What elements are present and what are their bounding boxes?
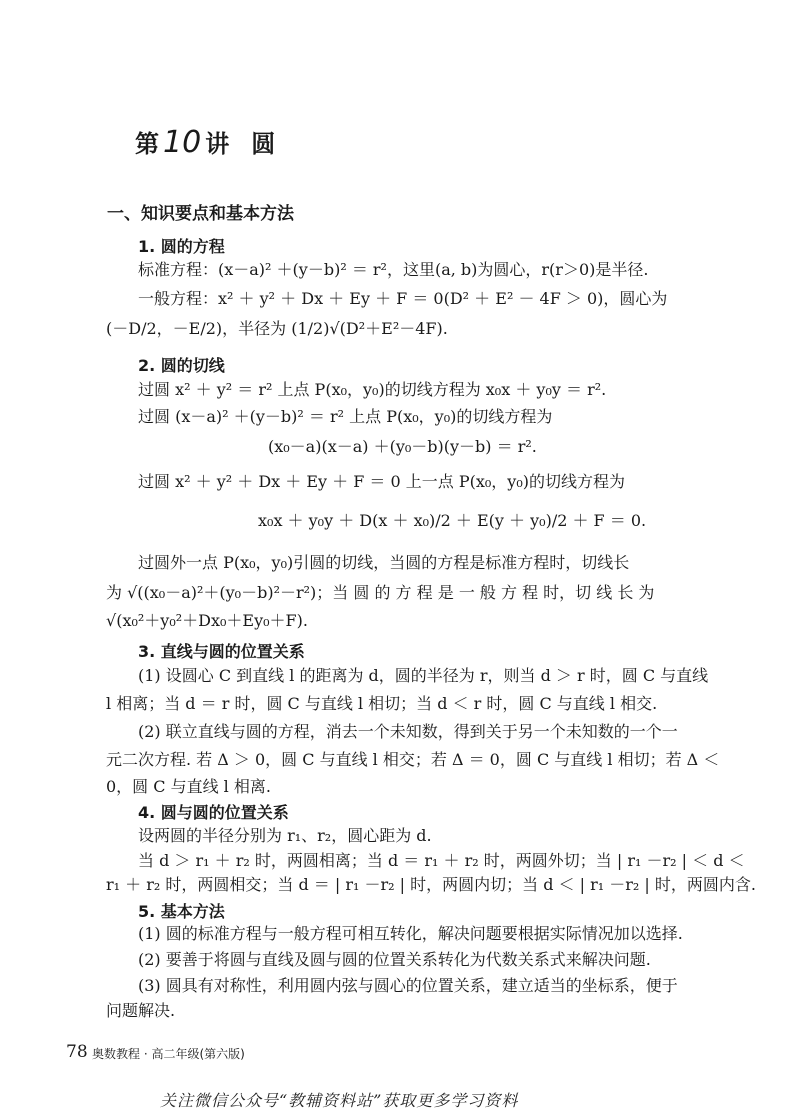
page-number: 78 — [66, 1042, 88, 1062]
sub3-line-5: 0，圆 C 与直线 l 相离. — [106, 777, 271, 796]
sub2-line-6: 过圆外一点 P(x₀，y₀)引圆的切线，当圆的方程是标准方程时，切线长 — [138, 553, 630, 572]
sub4-line-1: 设两圆的半径分别为 r₁、r₂，圆心距为 d. — [138, 826, 432, 845]
sub2-equation-1: (x₀－a)(x－a) ＋(y₀－b)(y－b) ＝ r². — [268, 437, 537, 456]
subsection-2-title: 2. 圆的切线 — [138, 356, 225, 375]
subsection-3-title: 3. 直线与圆的位置关系 — [138, 642, 305, 661]
book-title: 奥数教程 · 高二年级(第六版) — [92, 1047, 245, 1061]
sub2-equation-2: x₀x ＋ y₀y ＋ D(x ＋ x₀)/2 ＋ E(y ＋ y₀)/2 ＋ F ＝ 0. — [258, 511, 647, 530]
sub1-line-1: 标准方程：(x－a)² ＋(y－b)² ＝ r²，这里(a, b)为圆心，r(r＞0)是半径. — [138, 260, 649, 279]
sub2-line-2: 过圆 (x－a)² ＋(y－b)² ＝ r² 上点 P(x₀，y₀)的切线方程为 — [138, 407, 553, 426]
subsection-1-title: 1. 圆的方程 — [138, 237, 225, 256]
sub4-line-2: 当 d ＞ r₁ ＋ r₂ 时，两圆相离；当 d ＝ r₁ ＋ r₂ 时，两圆外切；当 | r₁ －r₂ | ＜ d ＜ — [138, 851, 745, 870]
sub5-line-4: 问题解决. — [106, 1001, 176, 1020]
sub1-line-3: (－D/2，－E/2)，半径为 (1/2)√(D²＋E²－4F). — [106, 319, 448, 338]
sub3-line-3: (2) 联立直线与圆的方程，消去一个未知数，得到关于另一个未知数的一个一 — [138, 722, 678, 741]
sub5-line-3: (3) 圆具有对称性，利用圆内弦与圆心的位置关系，建立适当的坐标系，便于 — [138, 976, 678, 995]
section-heading: 一、知识要点和基本方法 — [107, 204, 294, 224]
sub2-line-1: 过圆 x² ＋ y² ＝ r² 上点 P(x₀，y₀)的切线方程为 x₀x ＋ y₀y ＝ r². — [138, 380, 607, 399]
sub1-line-2: 一般方程：x² ＋ y² ＋ Dx ＋ Ey ＋ F ＝ 0(D² ＋ E² － 4F ＞ 0)，圆心为 — [138, 289, 668, 308]
sub5-line-2: (2) 要善于将圆与直线及圆与圆的位置关系转化为代数关系式来解决问题. — [138, 950, 651, 969]
sub2-line-7: 为 √((x₀－a)²＋(y₀－b)²－r²)；当 圆 的 方 程 是 一 般 方 程 时，切 线 长 为 — [106, 583, 655, 602]
subsection-4-title: 4. 圆与圆的位置关系 — [138, 803, 289, 822]
sub2-line-4: 过圆 x² ＋ y² ＋ Dx ＋ Ey ＋ F ＝ 0 上一点 P(x₀，y₀)的切线方程为 — [138, 472, 626, 491]
sub4-line-3: r₁ ＋ r₂ 时，两圆相交；当 d ＝ | r₁ －r₂ | 时，两圆内切；当 d ＜ | r₁ －r₂ | 时，两圆内含. — [106, 875, 756, 894]
sub3-line-2: l 相离；当 d ＝ r 时，圆 C 与直线 l 相切；当 d ＜ r 时，圆 C 与直线 l 相交. — [106, 694, 658, 713]
sub2-line-8: √(x₀²＋y₀²＋Dx₀＋Ey₀＋F). — [106, 611, 308, 630]
sub5-line-1: (1) 圆的标准方程与一般方程可相互转化，解决问题要根据实际情况加以选择. — [138, 924, 683, 943]
chapter-suffix: 讲 — [205, 130, 230, 158]
subsection-5-title: 5. 基本方法 — [138, 902, 225, 921]
chapter-name: 圆 — [251, 130, 276, 158]
chapter-number: 10 — [163, 125, 202, 160]
promo-text: 关注微信公众号“教辅资料站”获取更多学习资料 — [160, 1091, 519, 1110]
sub3-line-4: 元二次方程. 若 Δ ＞ 0，圆 C 与直线 l 相交；若 Δ ＝ 0，圆 C 与直线 l 相切；若 Δ ＜ — [106, 750, 720, 769]
chapter-title — [135, 124, 275, 160]
sub3-line-1: (1) 设圆心 C 到直线 l 的距离为 d，圆的半径为 r，则当 d ＞ r 时，圆 C 与直线 — [138, 666, 709, 685]
chapter-prefix: 第 — [135, 130, 159, 158]
